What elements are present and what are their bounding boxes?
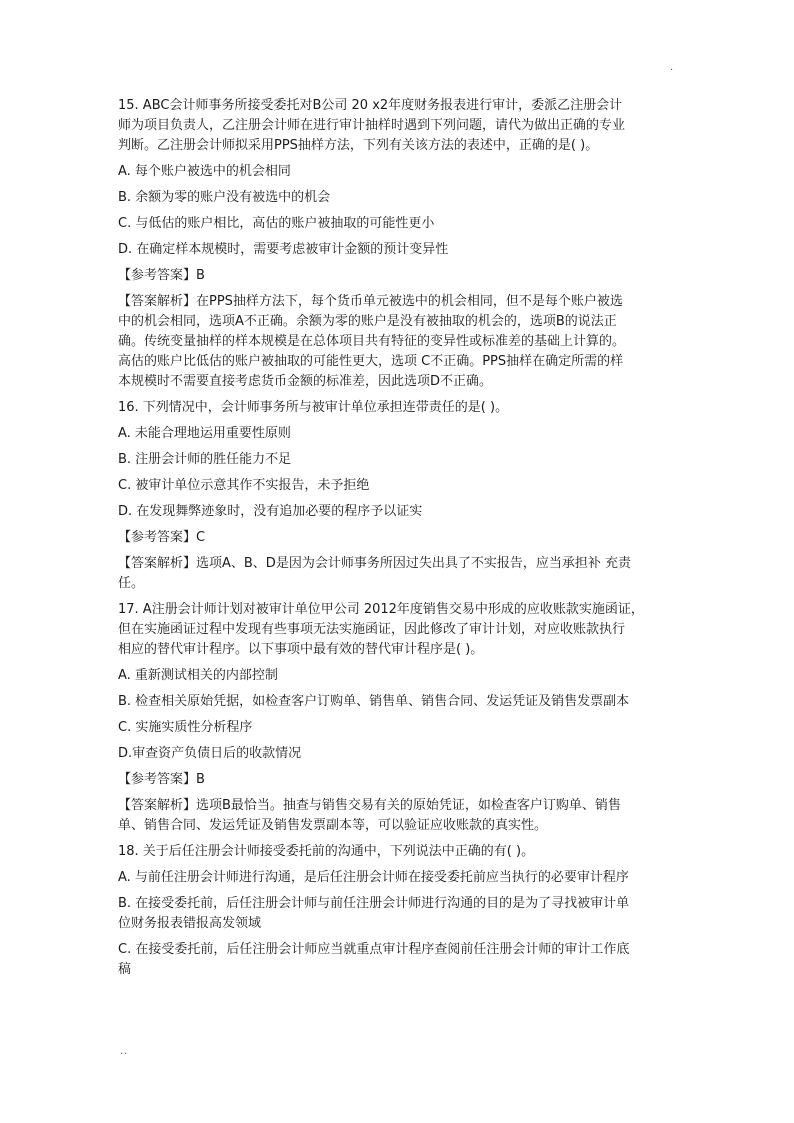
- footer-mark: ..: [120, 1046, 129, 1057]
- text-line: 15. ABC会计师事务所接受委托对B公司 20 x2年度财务报表进行审计，委派乙注册会计: [118, 98, 623, 113]
- text-line: C. 被审计单位示意其作不实报告，未予拒绝: [118, 478, 370, 493]
- text-line: A. 与前任注册会计师进行沟通，是后任注册会计师在接受委托前应当执行的必要审计程序: [118, 870, 629, 885]
- text-line: 【参考答案】B: [118, 268, 205, 283]
- text-line: D.审查资产负债日后的收款情况: [118, 746, 302, 761]
- text-line: 本规模时不需要直接考虑货币金额的标准差，因此选项D不正确。: [118, 374, 493, 389]
- text-line: 稿: [118, 962, 132, 977]
- text-line: B. 注册会计师的胜任能力不足: [118, 452, 292, 467]
- text-line: 中的机会相同，选项A不正确。余额为零的账户是没有被抽取的机会的，选项B的说法正: [118, 314, 617, 329]
- text-line: 相应的替代审计程序。以下事项中最有效的替代审计程序是( )。: [118, 642, 484, 657]
- text-line: A. 每个账户被选中的机会相同: [118, 164, 291, 179]
- text-line: 【答案解析】在PPS抽样方法下，每个货币单元被选中的机会相同，但不是每个账户被选: [118, 294, 623, 309]
- text-line: 判断。乙注册会计师拟采用PPS抽样方法，下列有关该方法的表述中，正确的是( )。: [118, 138, 599, 153]
- text-line: 【答案解析】选项B最恰当。抽查与销售交易有关的原始凭证，如检查客户订购单、销售: [118, 798, 621, 813]
- text-line: 【答案解析】选项A、B、D是因为会计师事务所因过失出具了不实报告，应当承担补 充责: [118, 556, 631, 571]
- document-body: [118, 96, 678, 980]
- text-line: 单、销售合同、发运凭证及销售发票副本等，可以验证应收账款的真实性。: [118, 818, 548, 833]
- text-line: 【参考答案】B: [118, 772, 205, 787]
- text-line: 17. A注册会计师计划对被审计单位甲公司 2012年度销售交易中形成的应收账款实施函证，: [118, 602, 644, 617]
- text-line: 确。传统变量抽样的样本规模是在总体项目共有特征的变异性或标准差的基础上计算的。: [118, 334, 626, 349]
- text-line: 但在实施函证过程中发现有些事项无法实施函证，因此修改了审计计划，对应收账款执行: [118, 622, 626, 637]
- text-line: C. 在接受委托前，后任注册会计师应当就重点审计程序查阅前任注册会计师的审计工作底: [118, 942, 630, 957]
- text-line: 师为项目负责人，乙注册会计师在进行审计抽样时遇到下列问题，请代为做出正确的专业: [118, 118, 626, 133]
- header-mark: .: [670, 62, 674, 73]
- text-line: B. 检查相关原始凭据，如检查客户订购单、销售单、销售合同、发运凭证及销售发票副本: [118, 694, 630, 709]
- text-line: 18. 关于后任注册会计师接受委托前的沟通中，下列说法中正确的有( )。: [118, 844, 535, 859]
- text-line: B. 余额为零的账户没有被选中的机会: [118, 190, 331, 205]
- text-line: D. 在发现舞弊迹象时，没有追加必要的程序予以证实: [118, 504, 423, 519]
- text-line: 高估的账户比低估的账户被抽取的可能性更大，选项 C不正确。PPS抽样在确定所需的样: [118, 354, 624, 369]
- text-line: A. 重新测试相关的内部控制: [118, 668, 278, 683]
- text-line: A. 未能合理地运用重要性原则: [118, 426, 291, 441]
- text-line: 任。: [118, 576, 145, 591]
- text-line: C. 与低估的账户相比，高估的账户被抽取的可能性更小: [118, 216, 435, 231]
- text-line: B. 在接受委托前，后任注册会计师与前任注册会计师进行沟通的目的是为了寻找被审计单: [118, 896, 630, 911]
- text-line: 位财务报表错报高发领域: [118, 916, 262, 931]
- text-line: D. 在确定样本规模时，需要考虑被审计金额的预计变异性: [118, 242, 449, 257]
- text-line: 16. 下列情况中，会计师事务所与被审计单位承担连带责任的是( )。: [118, 400, 509, 415]
- text-line: 【参考答案】C: [118, 530, 206, 545]
- text-line: C. 实施实质性分析程序: [118, 720, 253, 735]
